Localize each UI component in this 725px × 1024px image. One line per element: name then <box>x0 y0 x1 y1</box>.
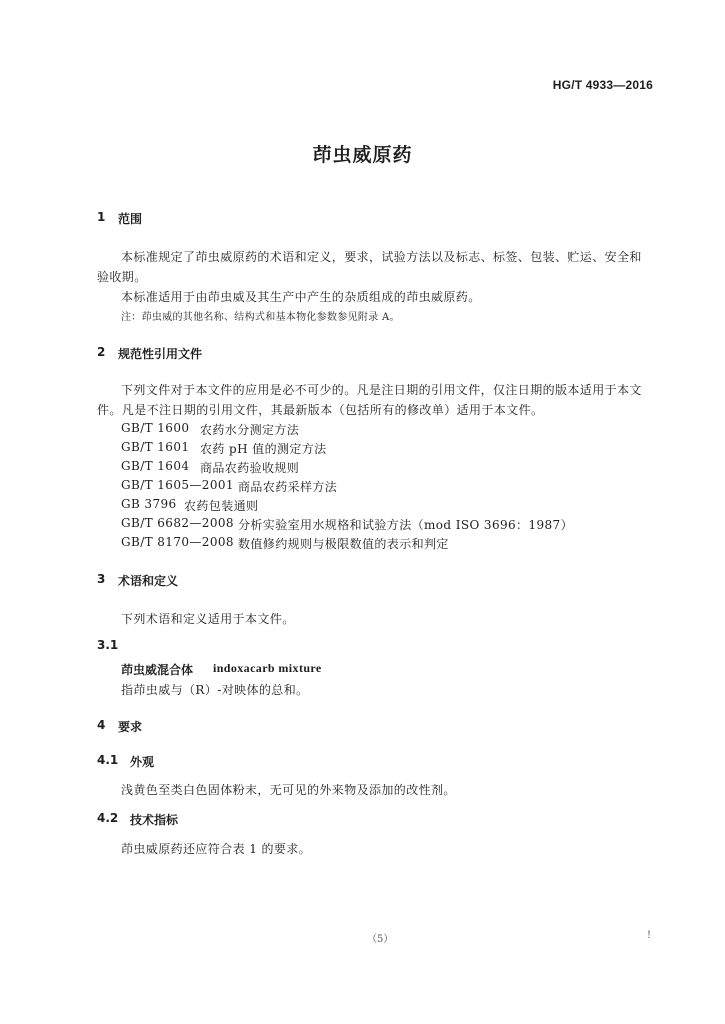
reference-title: 农药包装通则 <box>184 499 259 513</box>
document-title: 茚虫威原药 <box>312 144 413 166</box>
reference-code: GB/T 1605—2001 <box>121 478 234 492</box>
reference-code: GB/T 1600 <box>121 421 190 435</box>
section-3-heading: 术语和定义 <box>118 574 179 588</box>
reference-code: GB/T 1604 <box>121 459 190 473</box>
section-4-number: 4 <box>97 718 106 732</box>
subsection-3-1-number: 3.1 <box>97 638 119 652</box>
section-2-number: 2 <box>97 345 106 359</box>
section-2-heading: 规范性引用文件 <box>118 347 203 361</box>
subsection-4-1-number: 4.1 <box>97 753 119 767</box>
section-3-intro: 下列术语和定义适用于本文件。 <box>121 612 295 626</box>
term-english: indoxacarb mixture <box>213 661 322 675</box>
section-1-note: 注：茚虫威的其他名称、结构式和基本物化参数参见附录 A。 <box>121 312 400 323</box>
reference-title: 农药 pH 值的测定方法 <box>200 442 327 456</box>
section-2-paragraph-line-1: 下列文件对于本文件的应用是必不可少的。凡是注日期的引用文件，仅注日期的版本适用于本文 <box>121 383 642 397</box>
subsection-4-1-heading: 外观 <box>130 755 155 769</box>
reference-title: 数值修约规则与极限数值的表示和判定 <box>238 537 449 551</box>
subsection-4-2-heading: 技术指标 <box>130 813 179 827</box>
reference-title: 农药水分测定方法 <box>200 423 300 437</box>
reference-title: 商品农药采样方法 <box>238 480 338 494</box>
section-1-number: 1 <box>97 210 106 224</box>
reference-code: GB/T 1601 <box>121 440 190 454</box>
footer-mark: ! <box>647 930 652 941</box>
page-number: （5） <box>367 934 394 945</box>
reference-title: 商品农药验收规则 <box>200 461 300 475</box>
section-2-paragraph-line-2: 件。凡是不注日期的引用文件，其最新版本（包括所有的修改单）适用于本文件。 <box>97 403 544 417</box>
reference-code: GB/T 8170—2008 <box>121 535 234 549</box>
section-1-heading: 范围 <box>118 212 143 226</box>
term-definition: 指茚虫威与（R）-对映体的总和。 <box>121 683 309 697</box>
subsection-4-2-number: 4.2 <box>97 811 119 825</box>
term-chinese: 茚虫威混合体 <box>121 663 194 677</box>
section-1-paragraph-line-2: 验收期。 <box>97 270 147 284</box>
subsection-4-2-text: 茚虫威原药还应符合表 1 的要求。 <box>121 842 312 856</box>
section-1-paragraph-line-1: 本标准规定了茚虫威原药的术语和定义，要求，试验方法以及标志、标签、包装、贮运、安全和 <box>121 250 642 264</box>
reference-code: GB/T 6682—2008 <box>121 516 234 530</box>
section-1-paragraph-2: 本标准适用于由茚虫威及其生产中产生的杂质组成的茚虫威原药。 <box>121 290 481 304</box>
section-4-heading: 要求 <box>118 720 143 734</box>
reference-title: 分析实验室用水规格和试验方法（mod ISO 3696：1987） <box>238 518 573 532</box>
reference-code: GB 3796 <box>121 497 177 511</box>
section-3-number: 3 <box>97 572 106 586</box>
subsection-4-1-text: 浅黄色至类白色固体粉末，无可见的外来物及添加的改性剂。 <box>121 783 456 797</box>
standard-number: HG/T 4933—2016 <box>552 78 653 92</box>
